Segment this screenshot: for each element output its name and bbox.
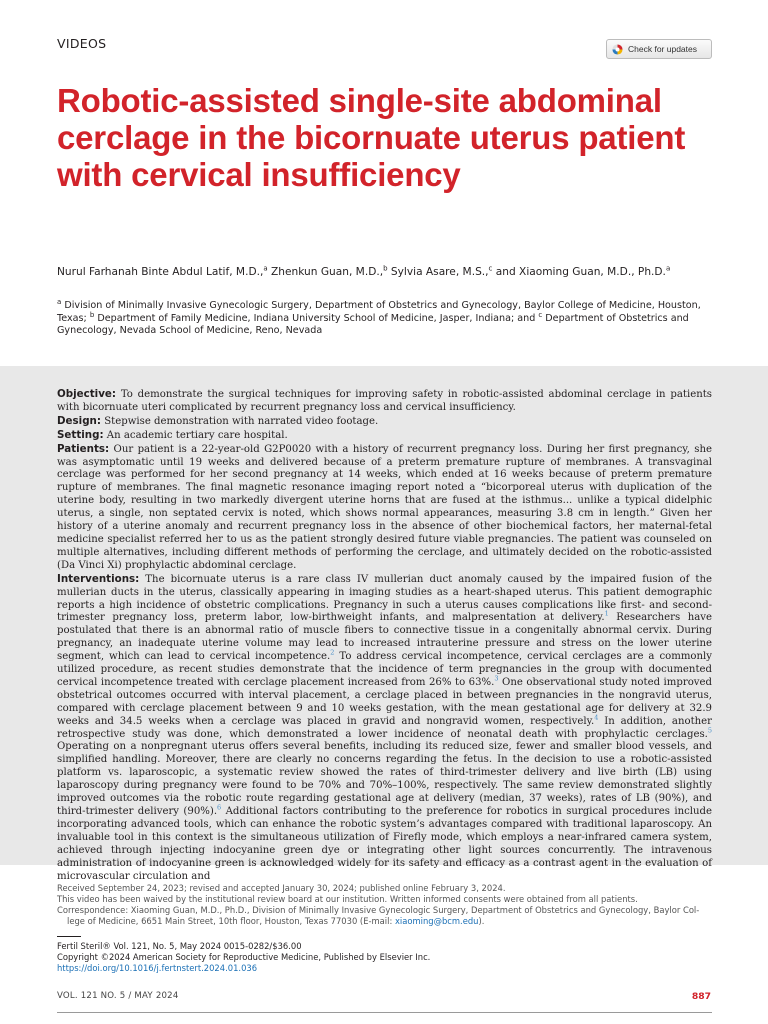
abstract-patients <box>57 443 712 573</box>
reference-link[interactable]: 1 <box>604 610 609 619</box>
correspondence-address <box>57 916 717 927</box>
affiliation-marker: a <box>665 264 671 273</box>
abstract-setting <box>57 429 712 443</box>
check-for-updates-label: Check for updates <box>628 44 697 54</box>
abstract-text: One observational study noted improved obstetrical outcomes occurred with interval placement, a cerclage placed in between pregnancies in the nongravid uterus, compared with cerclage placement between 9 and 10 weeks gestation, with the mean gestational age for delivery at 32.9 weeks and 34.5 weeks when a cerclage was placed in gravid and nongravid women, respectively. <box>57 676 712 727</box>
abstract-design <box>57 415 712 429</box>
abstract-text: Researchers have postulated that there is an abnormal ratio of muscle fibers to connective tissue in a congenitally abnormal cervix. During pregnancy, an inadequate uterine volume may lead to increased intrauterine pressure and stress on the lower uterine segment, which can lead to cervical incompetence. <box>57 612 713 663</box>
email-link[interactable]: xiaoming@bcm.edu <box>394 916 479 926</box>
abstract-text: An academic tertiary care hospital. <box>103 429 288 441</box>
affiliation-text: Division of Minimally Invasive Gynecologic Surgery, Department of Obstetrics and Gynecology, Baylor College of Medicine, Houston, Texas; <box>57 300 701 324</box>
journal-info <box>57 941 717 973</box>
affiliations <box>57 297 717 338</box>
abstract <box>57 388 712 883</box>
article-title: Robotic-assisted single-site abdominal cerclage in the bicornuate uterus patient with cervical insufficiency <box>57 82 686 193</box>
abstract-interventions <box>57 573 712 884</box>
reference-link[interactable]: 5 <box>707 726 712 735</box>
check-for-updates-button[interactable] <box>606 39 712 59</box>
irb-waiver-note: This video has been waived by the institutional review board at our institution. Written informed consents were obtained from all patients. <box>57 894 638 904</box>
article-notes <box>57 883 717 927</box>
abstract-text: Operating on a nonpregnant uterus offers several benefits, including its reduced size, fewer and smaller blood vessels, and simplified handling. Moreover, there are clearly no concerns regarding the fetus. In the decision to use a robotic-assisted platform vs. laparoscopic, a systematic review showed the rates of third-trimester delivery and live birth (LB) using laparoscopy during pregnancy were found to be 70% and 70%–100%, respectively. The same review demonstrated slightly improved outcomes via the robotic route regarding gestational age at delivery (median, 37 weeks), rates of LB (90%), and third-trimester delivery (90%). <box>57 741 712 817</box>
abstract-objective <box>57 388 712 415</box>
abstract-text: Our patient is a 22-year-old G2P0020 with a history of recurrent pregnancy loss. During her first pregnancy, she was asymptomatic until 19 weeks and delivered because of a preterm premature rupture of membranes. A transvaginal cerclage was performed for her second pregnancy at 14 weeks, which ended at 16 weeks because of preterm premature rupture of membranes. The final magnetic resonance imaging report noted a “bicorporeal uterus with duplication of the uterine body, resulting in two markedly divergent uterine horns that are fused at the isthmus... unlike a typical didelphic uterus, a single, non septated cervix is noted, which shows normal appearances, measuring 3.8 cm in length.” Given her history of a uterine anomaly and recurrent pregnancy loss in the absence of other biochemical factors, her maternal-fetal medicine specialist referred her to us as the patient strongly desired future viable pregnancies. The patient was counseled on multiple alternatives, including different methods of performing the cerclage, and ultimately decided on the robotic-assisted (Da Vinci Xi) prophylactic abdominal cerclage. <box>57 443 712 571</box>
abstract-heading: Design: <box>57 414 102 427</box>
abstract-text: To address cervical incompetence, cervical cerclages are a commonly utilized procedure, as recent studies demonstrate that the incidence of term pregnancies in the group with documented cervical incompetence treated with cerclage placement increased from 26% to 63%. <box>57 651 712 688</box>
affiliation-text: Department of Obstetrics and Gynecology, Nevada School of Medicine, Reno, Nevada <box>57 312 689 336</box>
abstract-heading: Setting: <box>57 428 104 441</box>
correspondence: Correspondence: Xiaoming Guan, M.D., Ph.D., Division of Minimally Invasive Gynecologic Surgery, Department of Obstetrics and Gynecology, Baylor Col- <box>57 905 700 915</box>
affiliation-marker: b <box>89 310 95 319</box>
reference-link[interactable]: 2 <box>330 648 335 657</box>
abstract-text: In addition, another retrospective study was done, which demonstrated a lower incidence of neonatal death with prophylactic cerclages. <box>57 715 712 740</box>
affiliation-marker: a <box>57 297 62 306</box>
abstract-text: The bicornuate uterus is a rare class IV mullerian duct anomaly caused by the impaired fusion of the mullerian ducts in the uterus, classically appearing in imaging studies as a heart-shaped uterus. This patient demographic reports a high incidence of obstetric complications. Pregnancy in such a uterus causes complications like first- and second-trimester pregnancy loss, preterm labor, low-birthweight infants, and malpresentation at delivery. <box>57 573 712 624</box>
page-number: 887 <box>691 991 711 1002</box>
author-name: Nurul Farhanah Binte Abdul Latif, M.D., <box>57 266 264 278</box>
correspondence-text: lege of Medicine, 6651 Main Street, 10th floor, Houston, Texas 77030 (E-mail: <box>67 916 395 926</box>
affiliation-text: Department of Family Medicine, Indiana University School of Medicine, Jasper, Indiana; and <box>94 312 536 324</box>
footer-rule <box>57 1012 712 1013</box>
abstract-heading: Interventions: <box>57 572 140 585</box>
author-name: Zhenkun Guan, M.D., <box>267 266 384 278</box>
crossmark-icon <box>612 44 623 55</box>
abstract-text: Stepwise demonstration with narrated video footage. <box>101 415 379 427</box>
copyright-notice: Copyright ©2024 American Society for Reproductive Medicine, Published by Elsevier Inc. <box>57 951 431 962</box>
author-list <box>57 265 717 280</box>
affiliation-marker: c <box>488 264 493 273</box>
abstract-heading: Patients: <box>57 442 110 455</box>
received-dates: Received September 24, 2023; revised and accepted January 30, 2024; published online February 3, 2024. <box>57 883 506 893</box>
abstract-text: To demonstrate the surgical techniques for improving safety in robotic-assisted abdominal cerclage in patients with bicornuate uteri complicated by recurrent pregnancy loss and cervical insufficiency. <box>57 389 712 413</box>
doi-link[interactable]: https://doi.org/10.1016/j.fertnstert.2024.01.036 <box>57 962 258 973</box>
correspondence-text: ). <box>478 916 485 926</box>
journal-citation: Fertil Steril® Vol. 121, No. 5, May 2024 0015-0282/$36.00 <box>57 941 302 951</box>
reference-link[interactable]: 3 <box>494 674 499 683</box>
section-label: VIDEOS <box>57 36 107 51</box>
affiliation-marker: b <box>383 264 388 273</box>
reference-link[interactable]: 6 <box>217 803 222 812</box>
divider <box>57 936 81 937</box>
affiliation-marker: c <box>538 310 543 319</box>
author-name: Sylvia Asare, M.S., <box>387 266 489 278</box>
abstract-heading: Objective: <box>57 388 117 400</box>
reference-link[interactable]: 4 <box>594 713 599 722</box>
author-name: and Xiaoming Guan, M.D., Ph.D. <box>492 266 666 278</box>
abstract-text: Additional factors contributing to the preference for robotics in surgical procedures include incorporating advanced tools, which can enhance the robotic system’s advantages compared with traditional laparoscopy. An invaluable tool in this context is the simultaneous utilization of Firefly mode, which employs a near-infrared camera system, achieved through injecting indocyanine green dye or integrating other light sources concurrently. The intravenous administration of indocyanine green is acknowledged widely for its safety and efficacy as a contrast agent in the evaluation of microvascular circulation and <box>57 806 712 882</box>
affiliation-marker: a <box>263 264 268 273</box>
footer-volume: VOL. 121 NO. 5 / MAY 2024 <box>57 991 179 1001</box>
